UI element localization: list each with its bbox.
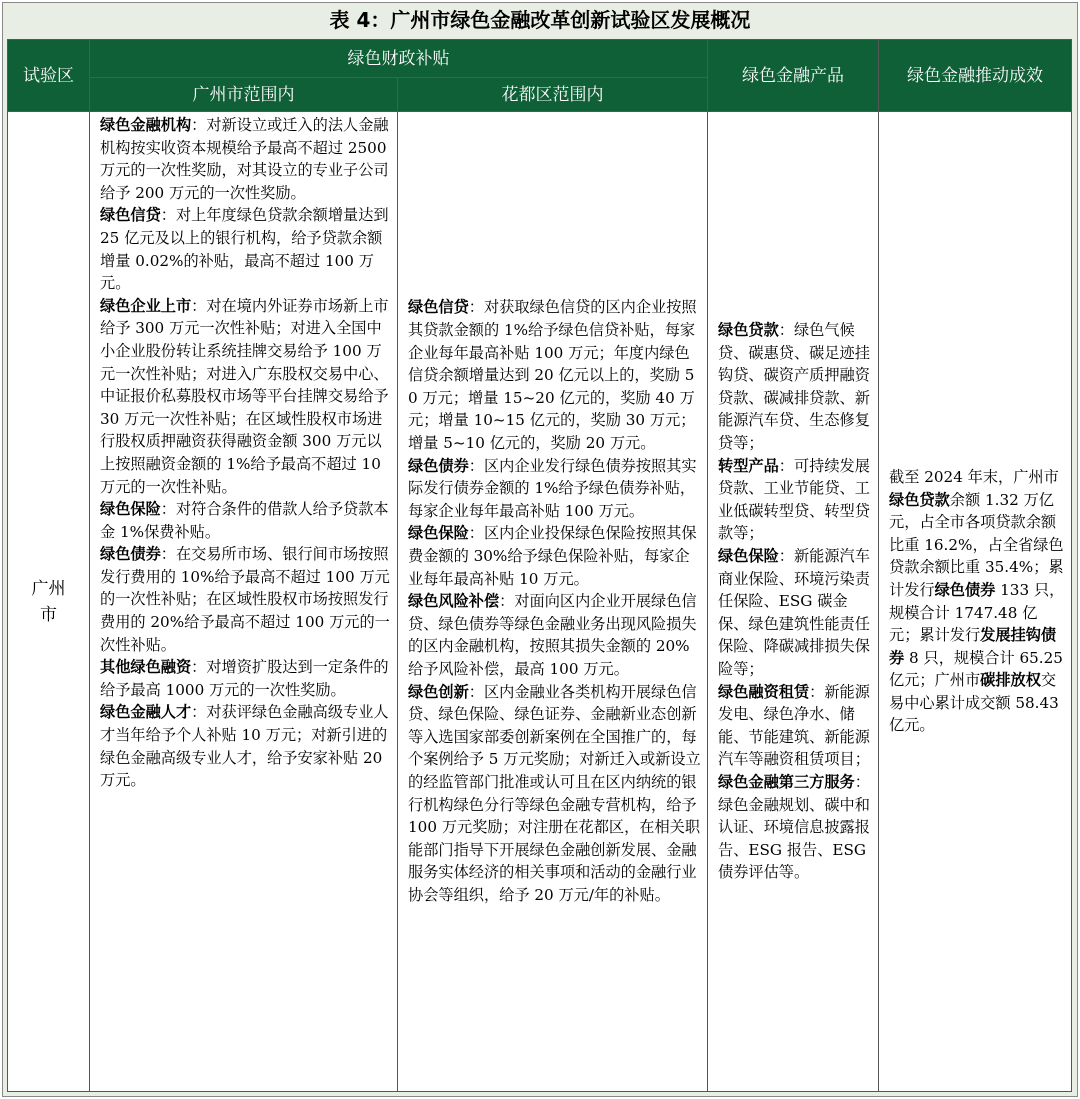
huadu-subsidy-item-text: ：区内金融业各类机构开展绿色信贷、绿色保险、绿色证券、金融新业态创新等入选国家部委创新案例在全国推广的，每个案例给予 5 万元奖励；对新迁入或新设立的经监管部门批准或认可且在区内纳统的银行机构绿色分行等绿色金融专营机构，给予 100 万元奖励；对注册在花都区，在相关职能部门指导下开展绿色金融创新发展、金融服务实体经济的相关事项和活动的金融行业协会等组织，给予 20 万元/年的补贴。 [408, 682, 701, 904]
huadu-subsidy-item [408, 455, 701, 523]
guangzhou-subsidy-list [100, 114, 391, 792]
huadu-subsidy-item-label: 绿色风险补偿 [408, 592, 500, 611]
products-list [718, 319, 872, 884]
huadu-subsidy-item [408, 296, 701, 454]
huadu-subsidy-item-label: 绿色债券 [408, 456, 469, 475]
guangzhou-subsidy-item [100, 295, 391, 498]
results-segment: 余额 1.32 万亿元，占全市各项贷款余额比重 16.2%，占全省绿色贷款余额比重 35.4%；累计发行 [889, 490, 1064, 599]
header-results: 绿色金融推动成效 [879, 40, 1072, 112]
results-segment: 截至 2024 年末，广州市 [889, 467, 1059, 486]
guangzhou-subsidy-item-label: 绿色保险 [100, 500, 161, 519]
huadu-subsidy-item-text: ：区内企业投保绿色保险按照其保费金额的 30%给予绿色保险补贴，每家企业每年最高补贴 10 万元。 [408, 524, 697, 588]
header-huadu-scope: 花都区范围内 [398, 78, 708, 112]
table-frame [2, 2, 1078, 1097]
header-region-label: 试验区 [23, 65, 74, 86]
guangzhou-subsidy-item-text: ：对上年度绿色贷款余额增量达到 25 亿元及以上的银行机构，给予贷款余额增量 0.02%的补贴，最高不超过 100 万元。 [100, 206, 389, 293]
results-segment: 交易中心累计成交额 58.43 亿元。 [889, 671, 1059, 735]
results-cell [879, 112, 1072, 1092]
product-item [718, 319, 872, 455]
guangzhou-subsidy-item [100, 114, 391, 204]
overview-table [7, 39, 1072, 1092]
huadu-subsidy-item-text: ：对面向区内企业开展绿色信贷、绿色债券等绿色金融业务出现风险损失的区内金融机构，按照其损失金额的 20%给予风险补偿，最高 100 万元。 [408, 592, 697, 678]
results-highlight: 绿色贷款 [889, 490, 950, 509]
product-item-text: ：新能源发电、绿色净水、储能、节能建筑、新能源汽车等融资租赁项目； [718, 682, 870, 769]
huadu-subsidy-item-label: 绿色信贷 [408, 298, 469, 317]
guangzhou-subsidy-item [100, 204, 391, 294]
guangzhou-subsidy-item-text: ：对在境内外证券市场新上市给予 300 万元一次性补贴；对进入全国中小企业股份转让系统挂牌交易给予 100 万元一次性补贴；对进入广东股权交易中心、中证报价私募股权市场等平台挂牌交易给予 30 万元一次性补贴；在区域性股权市场进行股权质押融资获得融资金额 300 万元以上按照融资金额的 1%给予最高不超过 10 万元的一次性补贴。 [100, 296, 389, 496]
guangzhou-subsidy-item-text: ：在交易所市场、银行间市场按照发行费用的 10%给予最高不超过 100 万元的一次性补贴；在区域性股权市场按照发行费用的 20%给予最高不超过 100 万元的一次性补贴。 [100, 545, 390, 654]
product-item [718, 681, 872, 771]
huadu-subsidy-item [408, 522, 701, 590]
huadu-subsidy-item-label: 绿色保险 [408, 524, 469, 543]
guangzhou-subsidy-item [100, 498, 391, 543]
guangzhou-subsidy-item-label: 绿色企业上市 [100, 296, 192, 315]
region-name: 广州市 [31, 578, 66, 625]
results-text [889, 466, 1065, 737]
product-item-label: 转型产品 [718, 456, 779, 475]
header-guangzhou-scope: 广州市范围内 [90, 78, 398, 112]
guangzhou-subsidy-item [100, 701, 391, 791]
product-item-text: ：新能源汽车商业保险、环境污染责任保险、ESG 碳金保、绿色建筑性能责任保险、降碳减排损失保险等； [718, 547, 870, 678]
header-region [8, 40, 90, 112]
guangzhou-subsidy-item-text: ：对符合条件的借款人给予贷款本金 1%保费补贴。 [100, 500, 389, 541]
huadu-subsidy-item-label: 绿色创新 [408, 682, 469, 701]
product-item-label: 绿色贷款 [718, 321, 779, 340]
product-item-text: ：可持续发展贷款、工业节能贷、工业低碳转型贷、转型贷款等； [718, 456, 870, 543]
guangzhou-subsidy-item-text: ：对获评绿色金融高级专业人才当年给予个人补贴 10 万元；对新引进的绿色金融高级专业人才，给予安家补贴 20 万元。 [100, 703, 389, 790]
product-item-label: 绿色保险 [718, 547, 779, 566]
product-item-text: ：绿色气候贷、碳惠贷、碳足迹挂钩贷、碳资产质押融资贷款、碳减排贷款、新能源汽车贷、生态修复贷等； [718, 321, 870, 453]
products-cell [708, 112, 879, 1092]
region-cell [8, 112, 90, 1092]
product-item [718, 545, 872, 681]
huadu-subsidy-item [408, 681, 701, 907]
results-segment: 133 只，规模合计 1747.48 亿元；累计发行 [889, 580, 1065, 645]
huadu-subsidy-item-text: ：区内企业发行绿色债券按照其实际发行债券金额的 1%给予绿色债券补贴，每家企业每年最高补贴 100 万元。 [408, 456, 697, 520]
guangzhou-subsidy-item-label: 绿色金融机构 [100, 116, 192, 134]
guangzhou-subsidy-item-label: 其他绿色融资 [100, 658, 192, 677]
results-highlight: 绿色债券 [934, 580, 996, 599]
huadu-subsidy-cell [398, 112, 708, 1092]
guangzhou-subsidy-item-label: 绿色金融人才 [100, 703, 192, 722]
product-item [718, 771, 872, 884]
huadu-subsidy-list [408, 296, 701, 906]
product-item-text: ：绿色金融规划、碳中和认证、环境信息披露报告、ESG 报告、ESG 债券评估等。 [718, 772, 870, 882]
product-item-label: 绿色融资租赁 [718, 682, 810, 701]
guangzhou-subsidy-item-text: ：对增资扩股达到一定条件的给予最高 1000 万元的一次性奖励。 [100, 658, 389, 699]
huadu-subsidy-item [408, 590, 701, 680]
guangzhou-subsidy-item-label: 绿色债券 [100, 545, 161, 564]
guangzhou-subsidy-item [100, 656, 391, 701]
results-highlight: 发展挂钩债券 [889, 626, 1057, 667]
guangzhou-subsidy-item [100, 543, 391, 656]
table-title: 表 4：广州市绿色金融改革创新试验区发展概况 [329, 8, 751, 32]
header-fiscal-subsidy: 绿色财政补贴 [90, 40, 708, 78]
results-segment: 8 只，规模合计 65.25 亿元；广州市 [889, 648, 1063, 690]
guangzhou-subsidy-item-text: ：对新设立或迁入的法人金融机构按实收资本规模给予最高不超过 2500 万元的一次性奖励，对其设立的专业子公司给予 200 万元的一次性奖励。 [100, 116, 389, 202]
guangzhou-subsidy-cell [90, 112, 398, 1092]
guangzhou-subsidy-item-label: 绿色信贷 [100, 206, 161, 225]
results-highlight: 碳排放权 [980, 671, 1041, 690]
header-products: 绿色金融产品 [708, 40, 879, 112]
product-item [718, 455, 872, 545]
huadu-subsidy-item-text: ：对获取绿色信贷的区内企业按照其贷款金额的 1%给予绿色信贷补贴，每家企业每年最高补贴 100 万元；年度内绿色信贷余额增量达到 20 亿元以上的，奖励 50 万元；增量 15~20 亿元的，奖励 40 万元；增量 10~15 亿元的，奖励 30 万元；增量 5~10 亿元的，奖励 20 万元。 [408, 298, 697, 453]
product-item-label: 绿色金融第三方服务 [718, 772, 855, 791]
